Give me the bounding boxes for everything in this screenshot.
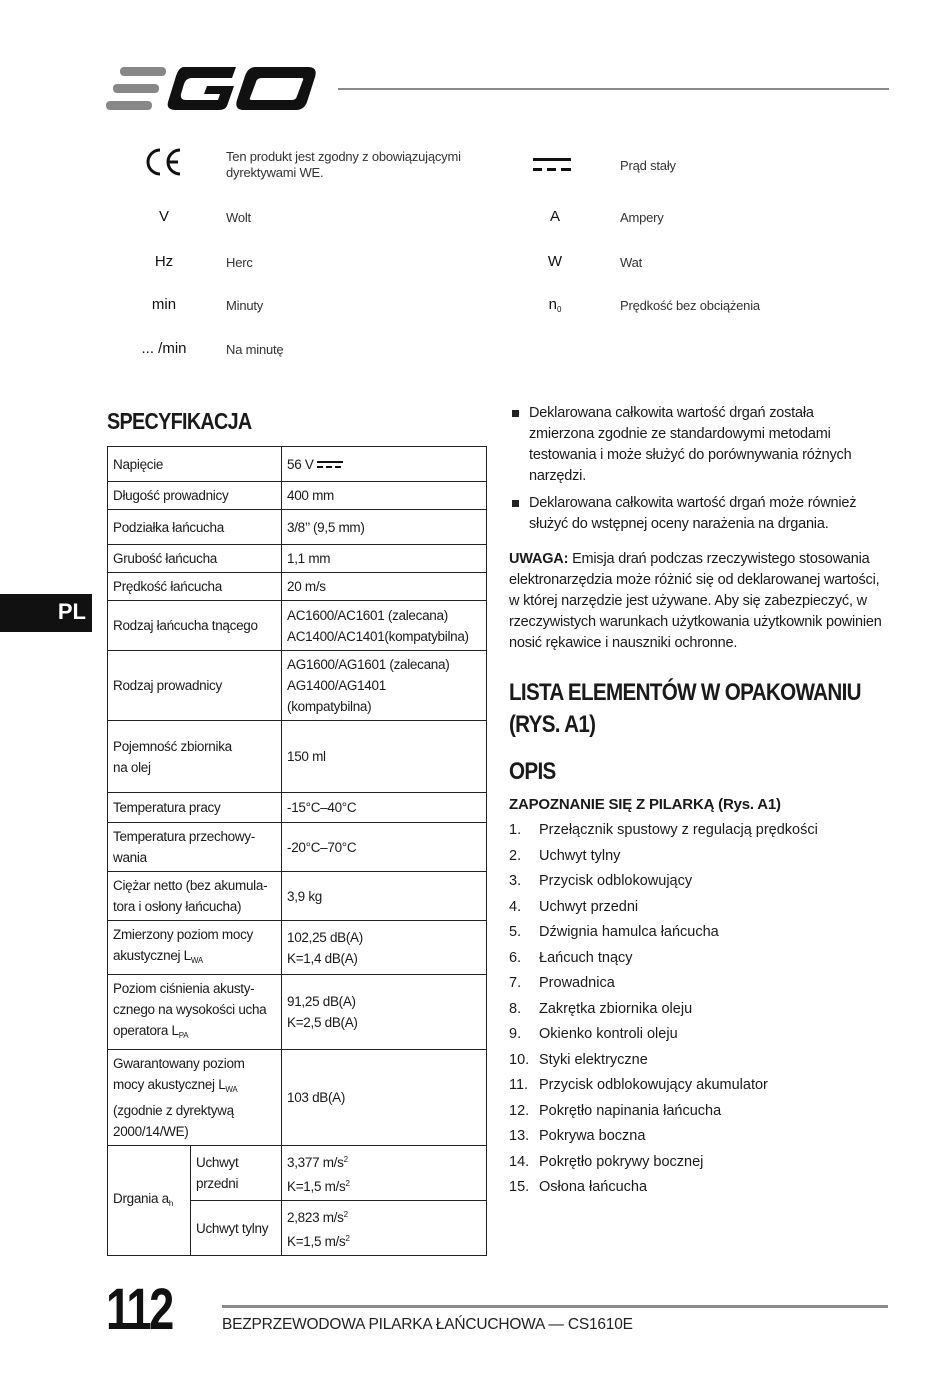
table-row — [108, 545, 487, 573]
warning-label: UWAGA: — [509, 551, 569, 567]
volt-desc: Wolt — [226, 210, 251, 225]
spec-value: 150 ml — [282, 721, 487, 793]
ce-mark-icon — [104, 146, 224, 182]
list-item: 1. Przełącznik spustowy z regulacją prędkości — [509, 822, 818, 838]
table-row — [108, 482, 487, 510]
spec-label: Ciężar netto (bez akumula- tora i osłony łańcucha) — [108, 872, 282, 921]
list-item: 8. Zakrętka zbiornika oleju — [509, 1000, 693, 1017]
vibration-rear-label: Uchwyt tylny — [191, 1201, 282, 1256]
note-bullet-1: Deklarowana całkowita wartość drgań została zmierzona zgodnie ze standardowymi metodami testowania i może służyć do porównywania różnych narzędzi. — [529, 405, 852, 484]
spec-value: 1,1 mm — [282, 545, 487, 573]
hertz-desc: Herc — [226, 255, 253, 270]
list-item: 12. Pokrętło napinania łańcucha — [509, 1102, 722, 1119]
watt-desc: Wat — [620, 255, 643, 270]
table-row — [108, 447, 487, 482]
spec-label: Temperatura przechowy- wania — [108, 823, 282, 872]
table-row — [108, 872, 487, 921]
list-item: 11. Przycisk odblokowujący akumulator — [509, 1077, 768, 1093]
spec-label: Grubość łańcucha — [108, 545, 282, 573]
description-subtitle: ZAPOZNANIE SIĘ Z PILARKĄ (Rys. A1) — [509, 796, 781, 813]
vibration-front-label: Uchwyt przedni — [191, 1146, 282, 1201]
spec-label: Poziom ciśnienia akusty- cznego na wysokości ucha operatora $L_{PA}$ — [108, 975, 282, 1050]
per-minute-desc: Na minutę — [226, 342, 284, 357]
description-title: OPIS — [509, 758, 556, 785]
spec-label: Pojemność zbiornika na olej — [108, 721, 282, 793]
spec-title: SPECYFIKACJA — [107, 408, 252, 434]
watt-symbol: W — [547, 253, 563, 270]
spec-value: 103 dB(A) — [282, 1050, 487, 1146]
spec-label: Temperatura pracy — [108, 793, 282, 823]
hertz-symbol: Hz — [154, 253, 174, 270]
table-row — [108, 601, 487, 651]
spec-value: AG1600/AG1601 (zalecana) AG1400/AG1401 (kompatybilna) — [282, 651, 487, 721]
spec-value: 20 m/s — [282, 573, 487, 601]
table-row — [108, 651, 487, 721]
page-number: 112 — [106, 1277, 172, 1342]
no-load-speed-symbol: $n_0$ — [548, 296, 562, 314]
dc-current-icon — [492, 156, 612, 178]
footer-title: BEZPRZEWODOWA PILARKA ŁAŃCUCHOWA — CS1610E — [222, 1316, 633, 1333]
spec-label: Zmierzony poziom mocy akustycznej $L_{WA}$ — [108, 921, 282, 975]
warning-paragraph: UWAGA: Emisja drań podczas rzeczywistego stosowania elektronarzędzia może różnić się od deklarowanej wartości, w której narzędzie jest używane. Aby się zabezpieczyć, w rzeczywistych warunkach użytkowania użytkownik powinien nosić rękawice i nauszniki ochronne. — [509, 551, 882, 651]
note-bullet-2: Deklarowana całkowita wartość drgań może również służyć do wstępnej oceny narażenia na drgania. — [529, 495, 857, 532]
table-row — [108, 921, 487, 975]
list-item: 14. Pokrętło pokrywy bocznej — [509, 1153, 704, 1170]
dc-current-desc: Prąd stały — [620, 158, 676, 173]
spec-value: AC1600/AC1601 (zalecana) AC1400/AC1401(kompatybilna) — [282, 601, 487, 651]
list-item: 5. Dźwignia hamulca łańcucha — [509, 924, 719, 940]
spec-value: 56 V — [282, 447, 487, 482]
minutes-symbol: min — [151, 296, 177, 313]
spec-label: Rodzaj łańcucha tnącego — [108, 601, 282, 651]
table-row — [108, 573, 487, 601]
spec-value: 3/8’’ (9,5 mm) — [282, 510, 487, 545]
table-row — [108, 823, 487, 872]
vibration-label: Drgania $a_h$ — [108, 1146, 191, 1256]
package-title: LISTA ELEMENTÓW W OPAKOWANIU (RYS. A1) — [509, 679, 861, 738]
dc-current-icon — [317, 461, 343, 468]
spec-value: 91,25 dB(A) K=2,5 dB(A) — [282, 975, 487, 1050]
bullet-icon — [512, 410, 519, 417]
spec-label: Gwarantowany poziom mocy akustycznej $L_{WA}$ (zgodnie z dyrektywą 2000/14/WE) — [108, 1050, 282, 1146]
ampere-symbol: A — [549, 208, 560, 225]
spec-table — [107, 446, 487, 1256]
list-item: 9. Okienko kontroli oleju — [509, 1026, 678, 1042]
ampere-desc: Ampery — [620, 210, 664, 225]
table-row — [108, 1146, 487, 1201]
spec-label: Rodzaj prowadnicy — [108, 651, 282, 721]
spec-label: Prędkość łańcucha — [108, 573, 282, 601]
list-item: 7. Prowadnica — [509, 975, 615, 991]
spec-label: Podziałka łańcucha — [108, 510, 282, 545]
language-tab: PL — [0, 594, 92, 632]
volt-symbol: V — [158, 208, 169, 225]
table-row — [108, 510, 487, 545]
spec-value: 3,9 kg — [282, 872, 487, 921]
ego-logo — [106, 64, 318, 114]
list-item: 13. Pokrywa boczna — [509, 1128, 646, 1144]
list-item: 2. Uchwyt tylny — [509, 847, 621, 864]
footer-rule — [222, 1305, 888, 1308]
vibration-rear-value: 2,823 $m/s^2$ K=1,5 $m/s^2$ — [282, 1201, 487, 1256]
parts-list — [509, 820, 818, 1203]
vibration-front-value: 3,377 $m/s^2$ K=1,5 $m/s^2$ — [282, 1146, 487, 1201]
ce-desc: Ten produkt jest zgodny z obowiązującymi dyrektywami WE. — [226, 149, 461, 180]
spec-label: Napięcie — [108, 447, 282, 482]
spec-label: Długość prowadnicy — [108, 482, 282, 510]
spec-value: 102,25 dB(A) K=1,4 dB(A) — [282, 921, 487, 975]
table-row — [108, 975, 487, 1050]
list-item: 6. Łańcuch tnący — [509, 949, 633, 966]
header-rule — [338, 88, 889, 90]
list-item: 15. Osłona łańcucha — [509, 1179, 648, 1195]
list-item: 10. Styki elektryczne — [509, 1051, 648, 1068]
table-row — [108, 793, 487, 823]
spec-value: -20°C–70°C — [282, 823, 487, 872]
table-row — [108, 721, 487, 793]
list-item: 4. Uchwyt przedni — [509, 898, 639, 915]
per-minute-symbol: ... /min — [141, 340, 187, 357]
bullet-icon — [512, 500, 519, 507]
list-item: 3. Przycisk odblokowujący — [509, 873, 693, 889]
table-row — [108, 1050, 487, 1146]
spec-value: 400 mm — [282, 482, 487, 510]
spec-value: -15°C–40°C — [282, 793, 487, 823]
minutes-desc: Minuty — [226, 298, 264, 313]
no-load-speed-desc: Prędkość bez obciążenia — [620, 298, 760, 313]
